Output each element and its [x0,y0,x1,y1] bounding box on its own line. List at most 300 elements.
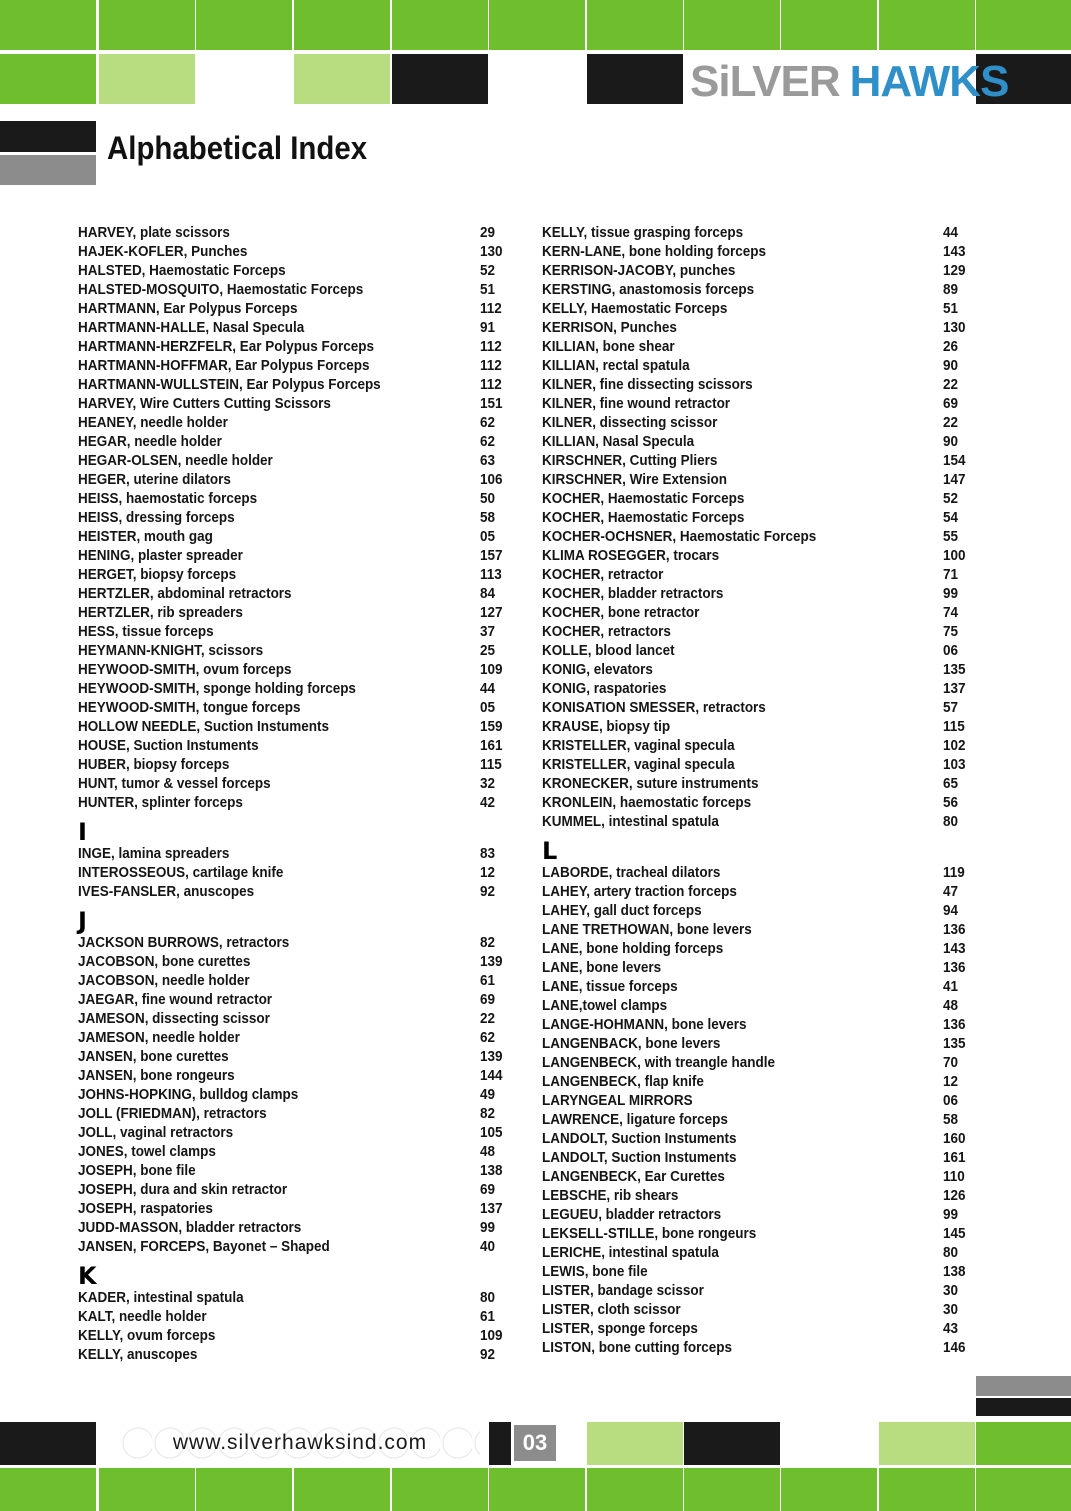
entry-page: 69 [480,1182,496,1198]
title-tile [0,155,96,185]
entry-page: 112 [480,339,502,355]
entry-name: KONIG, elevators [542,662,653,678]
index-entry [78,794,508,813]
entry-page: 70 [943,1055,959,1071]
entry-name: KILNER, fine dissecting scissors [542,377,753,393]
entry-name: LANGENBECK, flap knife [542,1074,704,1090]
footer-tile [879,1468,975,1511]
entry-name: KRONLEIN, haemostatic forceps [542,795,752,811]
index-entry [78,547,508,566]
entry-name: LISTON, bone cutting forceps [542,1340,733,1356]
index-entry [78,585,508,604]
section-letter: K [78,1262,97,1290]
entry-name: JUDD-MASSON, bladder retractors [78,1220,302,1236]
entry-name: HEISS, haemostatic forceps [78,491,258,507]
entry-page: 160 [943,1131,966,1147]
index-entry [542,1054,972,1073]
entry-name: LAHEY, artery traction forceps [542,884,737,900]
index-entry [542,585,972,604]
footer-tile [392,1468,488,1511]
header-tile [0,0,96,50]
entry-page: 90 [943,358,959,374]
index-entry [78,604,508,623]
entry-page: 139 [480,1049,503,1065]
header-tile [294,54,390,104]
entry-name: LANDOLT, Suction Instuments [542,1131,737,1147]
entry-page: 22 [943,415,959,431]
footer-tile [489,1422,511,1465]
index-entry [78,953,508,972]
index-entry [542,1168,972,1187]
entry-name: HOUSE, Suction Instuments [78,738,259,754]
index-entry [542,1035,972,1054]
entry-name: HARTMANN-HERZFELR, Ear Polypus Forceps [78,339,374,355]
index-entry [542,718,972,737]
index-entry [542,1339,972,1358]
entry-page: 52 [480,263,496,279]
entry-name: KIRSCHNER, Wire Extension [542,472,727,488]
entry-name: KALT, needle holder [78,1309,207,1325]
index-entry [78,1346,508,1365]
index-entry [78,1219,508,1238]
entry-page: 130 [943,320,966,336]
header-tile [879,0,975,50]
entry-page: 51 [480,282,496,298]
index-entry [542,978,972,997]
entry-name: KILNER, dissecting scissor [542,415,718,431]
entry-name: IVES-FANSLER, anuscopes [78,884,255,900]
entry-page: 25 [480,643,496,659]
entry-name: LERICHE, intestinal spatula [542,1245,719,1261]
entry-name: JACOBSON, needle holder [78,973,250,989]
entry-page: 05 [480,529,496,545]
entry-page: 99 [943,1207,959,1223]
entry-page: 92 [480,884,496,900]
entry-page: 82 [480,935,496,951]
header-tile [294,0,390,50]
index-entry [542,1263,972,1282]
brand-logo [690,57,1009,106]
entry-page: 69 [480,992,496,1008]
index-left-column [78,224,508,1365]
index-entry [78,991,508,1010]
header-tile [781,0,877,50]
entry-name: KILNER, fine wound retractor [542,396,731,412]
index-entry [78,623,508,642]
index-entry [542,737,972,756]
index-entry [542,940,972,959]
entry-name: KONISATION SMESSER, retractors [542,700,766,716]
entry-page: 82 [480,1106,496,1122]
index-entry [78,300,508,319]
index-entry [78,471,508,490]
entry-name: KOCHER, bladder retractors [542,586,724,602]
entry-name: JOLL (FRIEDMAN), retractors [78,1106,267,1122]
entry-name: KERRISON-JACOBY, punches [542,263,736,279]
entry-name: LANE, bone holding forceps [542,941,724,957]
entry-page: 103 [943,757,966,773]
entry-name: LEWIS, bone file [542,1264,648,1280]
entry-name: HEYWOOD-SMITH, ovum forceps [78,662,292,678]
index-entry [542,414,972,433]
page-title: Alphabetical Index [107,130,368,166]
index-entry [78,433,508,452]
index-entry [542,1225,972,1244]
index-entry [542,902,972,921]
entry-page: 109 [480,662,503,678]
entry-name: HESS, tissue forceps [78,624,214,640]
page-number: 03 [514,1425,556,1461]
header-tile [587,0,683,50]
index-entry [78,1162,508,1181]
entry-name: LANGENBECK, with treangle handle [542,1055,776,1071]
index-entry [78,490,508,509]
entry-page: 115 [480,757,502,773]
index-entry [542,997,972,1016]
entry-name: KILLIAN, Nasal Specula [542,434,695,450]
entry-page: 84 [480,586,496,602]
index-entry [78,566,508,585]
index-entry [542,1320,972,1339]
entry-name: HARTMANN-HOFFMAR, Ear Polypus Forceps [78,358,370,374]
entry-page: 43 [943,1321,959,1337]
index-entry [78,1327,508,1346]
entry-page: 29 [480,225,496,241]
entry-page: 94 [943,903,959,919]
index-entry [542,1111,972,1130]
entry-name: HARTMANN, Ear Polypus Forceps [78,301,298,317]
entry-name: LAHEY, gall duct forceps [542,903,702,919]
footer-tile [781,1468,877,1511]
entry-name: KELLY, Haemostatic Forceps [542,301,728,317]
entry-name: KERN-LANE, bone holding forceps [542,244,766,260]
entry-name: HERGET, biopsy forceps [78,567,237,583]
entry-name: KRAUSE, biopsy tip [542,719,671,735]
entry-name: JAMESON, dissecting scissor [78,1011,270,1027]
index-entry [78,883,508,902]
index-entry [78,680,508,699]
entry-page: 44 [480,681,496,697]
entry-page: 138 [480,1163,503,1179]
entry-page: 143 [943,941,966,957]
index-entry [78,319,508,338]
entry-name: KERSTING, anastomosis forceps [542,282,755,298]
entry-name: JONES, towel clamps [78,1144,216,1160]
index-entry [542,300,972,319]
header-tile [392,0,488,50]
entry-page: 61 [480,1309,496,1325]
entry-name: HEANEY, needle holder [78,415,228,431]
entry-name: HARVEY, Wire Cutters Cutting Scissors [78,396,331,412]
index-entry [542,395,972,414]
index-entry [542,775,972,794]
entry-name: HUNTER, splinter forceps [78,795,243,811]
entry-name: KOCHER, retractor [542,567,664,583]
entry-page: 83 [480,846,496,862]
index-entry [542,1092,972,1111]
index-entry [78,224,508,243]
entry-name: KERRISON, Punches [542,320,677,336]
entry-page: 48 [943,998,959,1014]
entry-page: 40 [480,1239,496,1255]
section-letter: J [78,907,87,935]
index-entry [78,243,508,262]
index-entry [78,972,508,991]
entry-name: JANSEN, bone rongeurs [78,1068,235,1084]
footer-tile [684,1422,780,1465]
index-entry [78,528,508,547]
index-entry [78,1143,508,1162]
entry-page: 161 [943,1150,966,1166]
entry-page: 136 [943,922,966,938]
entry-name: JOSEPH, dura and skin retractor [78,1182,288,1198]
index-entry [542,509,972,528]
entry-page: 30 [943,1302,959,1318]
index-entry [78,414,508,433]
index-entry [542,1282,972,1301]
index-right-column [542,224,972,1358]
entry-page: 99 [480,1220,496,1236]
entry-name: HEYMANN-KNIGHT, scissors [78,643,264,659]
entry-page: 42 [480,795,496,811]
entry-name: JACOBSON, bone curettes [78,954,251,970]
entry-page: 146 [943,1340,966,1356]
entry-page: 57 [943,700,959,716]
entry-name: LANGENBACK, bone levers [542,1036,721,1052]
index-entry [542,566,972,585]
entry-page: 74 [943,605,959,621]
index-entry [542,281,972,300]
entry-page: 22 [943,377,959,393]
index-entry [542,756,972,775]
entry-page: 139 [480,954,503,970]
entry-page: 71 [943,567,959,583]
entry-name: HEISS, dressing forceps [78,510,235,526]
entry-name: KRONECKER, suture instruments [542,776,759,792]
index-entry [542,661,972,680]
index-entry [542,813,972,832]
footer-tile [587,1468,683,1511]
index-entry [78,1105,508,1124]
entry-name: KELLY, ovum forceps [78,1328,216,1344]
entry-page: 91 [480,320,496,336]
entry-name: KRISTELLER, vaginal specula [542,757,735,773]
index-entry [542,864,972,883]
index-entry [78,699,508,718]
entry-page: 89 [943,282,959,298]
entry-page: 56 [943,795,959,811]
index-entry [78,357,508,376]
entry-page: 62 [480,434,496,450]
entry-name: KOCHER, Haemostatic Forceps [542,491,745,507]
entry-name: HEYWOOD-SMITH, tongue forceps [78,700,301,716]
entry-name: KADER, intestinal spatula [78,1290,244,1306]
index-entry [542,243,972,262]
entry-page: 127 [480,605,503,621]
footer-tile [196,1468,292,1511]
index-entry [542,547,972,566]
entry-page: 99 [943,586,959,602]
entry-name: HERTZLER, rib spreaders [78,605,243,621]
entry-page: 135 [943,662,966,678]
entry-page: 32 [480,776,496,792]
index-entry [78,1124,508,1143]
entry-name: HEGAR, needle holder [78,434,222,450]
entry-page: 136 [943,960,966,976]
entry-name: LISTER, cloth scissor [542,1302,681,1318]
entry-page: 06 [943,643,959,659]
index-entry [542,883,972,902]
entry-page: 130 [480,244,503,260]
entry-name: KELLY, tissue grasping forceps [542,225,744,241]
entry-name: LABORDE, tracheal dilators [542,865,721,881]
index-entry [78,452,508,471]
index-entry [542,224,972,243]
website-url: www.silverhawksind.com [120,1426,480,1460]
index-entry [78,1181,508,1200]
entry-name: LANGENBECK, Ear Curettes [542,1169,725,1185]
entry-page: 157 [480,548,503,564]
footer-tile [684,1468,780,1511]
section-letter: L [542,837,558,865]
entry-name: LANE,towel clamps [542,998,668,1014]
entry-page: 05 [480,700,496,716]
index-entry [78,338,508,357]
entry-page: 154 [943,453,966,469]
entry-page: 50 [480,491,496,507]
entry-name: KOLLE, blood lancet [542,643,675,659]
entry-name: HENING, plaster spreader [78,548,243,564]
index-entry [542,1073,972,1092]
index-entry [542,1301,972,1320]
entry-page: 30 [943,1283,959,1299]
entry-name: LANE TRETHOWAN, bone levers [542,922,752,938]
entry-page: 65 [943,776,959,792]
entry-page: 144 [480,1068,503,1084]
footer-tile [99,1468,195,1511]
entry-page: 126 [943,1188,966,1204]
index-entry [78,864,508,883]
header-tile [99,0,195,50]
header-tile [587,54,683,104]
footer-tile [0,1422,96,1465]
entry-page: 48 [480,1144,496,1160]
entry-page: 102 [943,738,966,754]
index-entry [78,1200,508,1219]
entry-name: HALSTED, Haemostatic Forceps [78,263,286,279]
entry-page: 80 [943,1245,959,1261]
index-entry [78,262,508,281]
entry-name: HUBER, biopsy forceps [78,757,230,773]
entry-name: LANGE-HOHMANN, bone levers [542,1017,747,1033]
entry-name: LANE, tissue forceps [542,979,678,995]
index-entry [78,661,508,680]
index-entry [78,1067,508,1086]
entry-name: KOCHER, Haemostatic Forceps [542,510,745,526]
header-tile [99,54,195,104]
entry-page: 159 [480,719,503,735]
entry-name: HAJEK-KOFLER, Punches [78,244,248,260]
index-entry [78,1048,508,1067]
entry-page: 112 [480,358,502,374]
entry-name: LISTER, sponge forceps [542,1321,698,1337]
entry-name: HOLLOW NEEDLE, Suction Instuments [78,719,329,735]
entry-page: 129 [943,263,966,279]
index-entry [78,281,508,300]
entry-page: 80 [480,1290,496,1306]
entry-page: 61 [480,973,496,989]
footer-tile [294,1468,390,1511]
entry-name: LEGUEU, bladder retractors [542,1207,722,1223]
index-entry [542,262,972,281]
entry-name: LEKSELL-STILLE, bone rongeurs [542,1226,757,1242]
entry-name: HARTMANN-HALLE, Nasal Specula [78,320,305,336]
entry-page: 51 [943,301,959,317]
entry-page: 55 [943,529,959,545]
entry-page: 62 [480,415,496,431]
header-tile [196,0,292,50]
entry-name: HARVEY, plate scissors [78,225,230,241]
entry-page: 63 [480,453,496,469]
entry-name: KUMMEL, intestinal spatula [542,814,719,830]
index-entry [542,1244,972,1263]
entry-page: 138 [943,1264,966,1280]
footer-tile [489,1468,585,1511]
entry-page: 136 [943,1017,966,1033]
entry-name: LARYNGEAL MIRRORS [542,1093,693,1109]
entry-page: 54 [943,510,959,526]
entry-page: 143 [943,244,966,260]
index-entry [78,1029,508,1048]
entry-name: KOCHER, retractors [542,624,671,640]
index-entry [542,921,972,940]
entry-page: 115 [943,719,965,735]
entry-name: KOCHER-OCHSNER, Haemostatic Forceps [542,529,817,545]
index-entry [542,528,972,547]
entry-name: INTEROSSEOUS, cartilage knife [78,865,284,881]
entry-name: HERTZLER, abdominal retractors [78,586,292,602]
entry-page: 47 [943,884,959,900]
entry-name: HEGER, uterine dilators [78,472,231,488]
entry-name: LAWRENCE, ligature forceps [542,1112,728,1128]
entry-name: KIRSCHNER, Cutting Pliers [542,453,718,469]
entry-page: 109 [480,1328,503,1344]
entry-name: KELLY, anuscopes [78,1347,198,1363]
entry-page: 90 [943,434,959,450]
entry-page: 100 [943,548,966,564]
entry-page: 69 [943,396,959,412]
entry-page: 105 [480,1125,503,1141]
index-entry [542,357,972,376]
entry-page: 58 [480,510,496,526]
entry-page: 12 [943,1074,959,1090]
entry-name: HEGAR-OLSEN, needle holder [78,453,273,469]
index-entry [542,699,972,718]
entry-name: JOSEPH, raspatories [78,1201,213,1217]
index-entry [542,319,972,338]
brand-logo-part2: HAWKS [849,57,1009,106]
index-entry [78,1289,508,1308]
entry-page: 41 [943,979,959,995]
index-entry [78,756,508,775]
entry-name: HEYWOOD-SMITH, sponge holding forceps [78,681,356,697]
header-tile [392,54,488,104]
entry-name: JANSEN, FORCEPS, Bayonet – Shaped [78,1239,330,1255]
index-entry [78,1238,508,1257]
entry-page: 22 [480,1011,496,1027]
index-entry [542,1149,972,1168]
index-entry [542,959,972,978]
